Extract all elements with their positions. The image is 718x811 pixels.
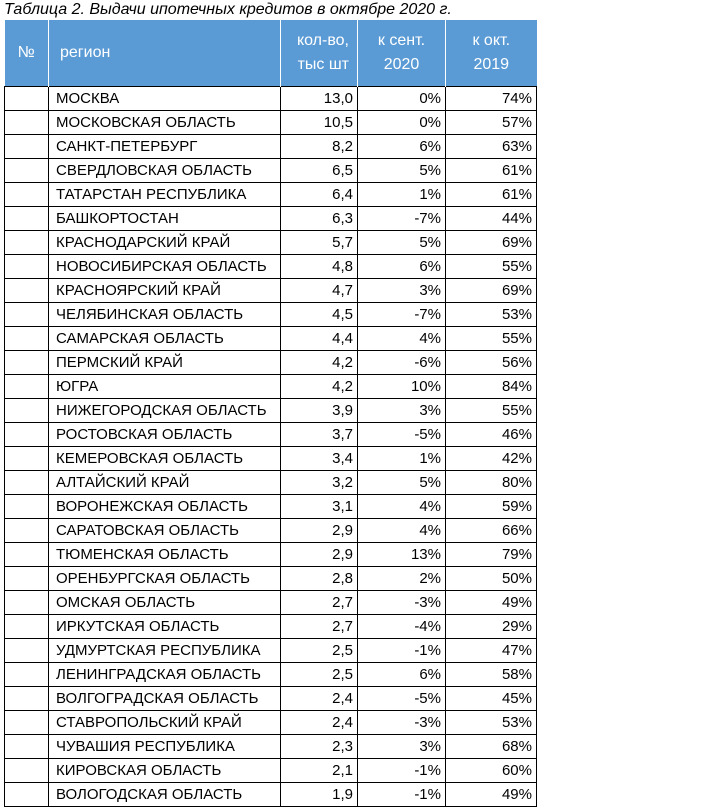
row-number-cell [5,783,49,807]
table-body [5,87,537,807]
region-cell: РОСТОВСКАЯ ОБЛАСТЬ [49,423,281,447]
header-row [5,20,537,87]
change-oct-cell: 68% [446,735,537,759]
row-number-cell [5,423,49,447]
count-cell: 2,3 [281,735,358,759]
table-row [5,183,537,207]
region-cell: НОВОСИБИРСКАЯ ОБЛАСТЬ [49,255,281,279]
count-cell: 10,5 [281,111,358,135]
row-number-cell [5,495,49,519]
table-row [5,615,537,639]
change-oct-cell: 60% [446,759,537,783]
table-row [5,207,537,231]
region-cell: СТАВРОПОЛЬСКИЙ КРАЙ [49,711,281,735]
change-oct-cell: 45% [446,687,537,711]
table-row [5,279,537,303]
change-sept-cell: -1% [358,759,446,783]
change-sept-cell: -6% [358,351,446,375]
region-cell: КЕМЕРОВСКАЯ ОБЛАСТЬ [49,447,281,471]
region-cell: ИРКУТСКАЯ ОБЛАСТЬ [49,615,281,639]
header-count-line2: тыс шт [297,56,349,73]
change-sept-cell: 6% [358,135,446,159]
row-number-cell [5,519,49,543]
change-oct-cell: 69% [446,231,537,255]
change-oct-cell: 46% [446,423,537,447]
change-sept-cell: 3% [358,399,446,423]
row-number-cell [5,759,49,783]
table-row [5,351,537,375]
count-cell: 8,2 [281,135,358,159]
change-oct-cell: 61% [446,159,537,183]
change-sept-cell: 4% [358,495,446,519]
change-sept-cell: -3% [358,591,446,615]
row-number-cell [5,159,49,183]
table-row [5,519,537,543]
header-oct-line2: 2019 [473,56,510,73]
change-sept-cell: 1% [358,183,446,207]
change-oct-cell: 55% [446,327,537,351]
table-row [5,111,537,135]
region-cell: ЮГРА [49,375,281,399]
table-row [5,135,537,159]
change-oct-cell: 55% [446,399,537,423]
row-number-cell [5,399,49,423]
change-sept-cell: -1% [358,783,446,807]
row-number-cell [5,207,49,231]
count-cell: 1,9 [281,783,358,807]
region-cell: МОСКОВСКАЯ ОБЛАСТЬ [49,111,281,135]
table-caption: Таблица 2. Выдачи ипотечных кредитов в октябре 2020 г. [4,1,452,18]
count-cell: 2,7 [281,615,358,639]
region-cell: БАШКОРТОСТАН [49,207,281,231]
row-number-cell [5,711,49,735]
region-cell: ВОЛГОГРАДСКАЯ ОБЛАСТЬ [49,687,281,711]
row-number-cell [5,231,49,255]
table-row [5,735,537,759]
change-oct-cell: 74% [446,87,537,111]
change-oct-cell: 63% [446,135,537,159]
table-row [5,255,537,279]
table-header [5,20,537,87]
header-oct-line1: к окт. [472,32,511,49]
count-cell: 2,8 [281,567,358,591]
region-cell: ВОЛОГОДСКАЯ ОБЛАСТЬ [49,783,281,807]
table-row [5,399,537,423]
change-sept-cell: 2% [358,567,446,591]
region-cell: ОРЕНБУРГСКАЯ ОБЛАСТЬ [49,567,281,591]
count-cell: 3,2 [281,471,358,495]
change-oct-cell: 84% [446,375,537,399]
change-sept-cell: -5% [358,423,446,447]
row-number-cell [5,471,49,495]
table-row [5,663,537,687]
table-row [5,783,537,807]
count-cell: 5,7 [281,231,358,255]
region-cell: САРАТОВСКАЯ ОБЛАСТЬ [49,519,281,543]
header-num: № [5,20,49,87]
table-row [5,375,537,399]
change-sept-cell: 1% [358,447,446,471]
row-number-cell [5,279,49,303]
change-sept-cell: 6% [358,663,446,687]
change-sept-cell: 5% [358,231,446,255]
region-cell: КРАСНОЯРСКИЙ КРАЙ [49,279,281,303]
count-cell: 6,3 [281,207,358,231]
change-oct-cell: 69% [446,279,537,303]
region-cell: ОМСКАЯ ОБЛАСТЬ [49,591,281,615]
change-oct-cell: 66% [446,519,537,543]
region-cell: ЧУВАШИЯ РЕСПУБЛИКА [49,735,281,759]
change-sept-cell: -7% [358,303,446,327]
row-number-cell [5,687,49,711]
region-cell: САНКТ-ПЕТЕРБУРГ [49,135,281,159]
change-oct-cell: 53% [446,711,537,735]
change-sept-cell: 4% [358,327,446,351]
region-cell: ЛЕНИНГРАДСКАЯ ОБЛАСТЬ [49,663,281,687]
count-cell: 4,7 [281,279,358,303]
change-oct-cell: 53% [446,303,537,327]
region-cell: УДМУРТСКАЯ РЕСПУБЛИКА [49,639,281,663]
change-oct-cell: 47% [446,639,537,663]
change-oct-cell: 42% [446,447,537,471]
table-row [5,495,537,519]
change-sept-cell: -7% [358,207,446,231]
region-cell: АЛТАЙСКИЙ КРАЙ [49,471,281,495]
row-number-cell [5,735,49,759]
table-row [5,759,537,783]
change-oct-cell: 55% [446,255,537,279]
row-number-cell [5,375,49,399]
change-oct-cell: 59% [446,495,537,519]
region-cell: ТАТАРСТАН РЕСПУБЛИКА [49,183,281,207]
change-sept-cell: 3% [358,735,446,759]
change-oct-cell: 29% [446,615,537,639]
count-cell: 4,2 [281,375,358,399]
change-sept-cell: 5% [358,159,446,183]
count-cell: 2,4 [281,711,358,735]
change-sept-cell: 4% [358,519,446,543]
change-oct-cell: 61% [446,183,537,207]
row-number-cell [5,183,49,207]
change-oct-cell: 57% [446,111,537,135]
region-cell: ПЕРМСКИЙ КРАЙ [49,351,281,375]
header-sept-line2: 2020 [383,56,420,73]
change-oct-cell: 79% [446,543,537,567]
count-cell: 4,2 [281,351,358,375]
change-oct-cell: 58% [446,663,537,687]
row-number-cell [5,87,49,111]
mortgage-table [4,20,537,807]
region-cell: ЧЕЛЯБИНСКАЯ ОБЛАСТЬ [49,303,281,327]
table-row [5,159,537,183]
row-number-cell [5,543,49,567]
count-cell: 2,9 [281,543,358,567]
header-count [281,20,358,87]
table-row [5,423,537,447]
header-sept-line1: к сент. [377,32,426,49]
change-oct-cell: 50% [446,567,537,591]
count-cell: 3,7 [281,423,358,447]
change-sept-cell: 3% [358,279,446,303]
change-sept-cell: -3% [358,711,446,735]
table-row [5,327,537,351]
table-row [5,711,537,735]
row-number-cell [5,663,49,687]
region-cell: МОСКВА [49,87,281,111]
region-cell: КРАСНОДАРСКИЙ КРАЙ [49,231,281,255]
change-oct-cell: 49% [446,783,537,807]
count-cell: 6,5 [281,159,358,183]
count-cell: 3,4 [281,447,358,471]
change-sept-cell: -4% [358,615,446,639]
change-oct-cell: 56% [446,351,537,375]
region-cell: КИРОВСКАЯ ОБЛАСТЬ [49,759,281,783]
table-row [5,471,537,495]
count-cell: 4,4 [281,327,358,351]
count-cell: 13,0 [281,87,358,111]
count-cell: 3,1 [281,495,358,519]
table-row [5,639,537,663]
row-number-cell [5,447,49,471]
count-cell: 2,1 [281,759,358,783]
change-sept-cell: 10% [358,375,446,399]
table-row [5,687,537,711]
row-number-cell [5,255,49,279]
count-cell: 4,5 [281,303,358,327]
change-oct-cell: 44% [446,207,537,231]
table-row [5,447,537,471]
header-oct [446,20,537,87]
count-cell: 3,9 [281,399,358,423]
region-cell: ТЮМЕНСКАЯ ОБЛАСТЬ [49,543,281,567]
row-number-cell [5,303,49,327]
row-number-cell [5,111,49,135]
row-number-cell [5,639,49,663]
count-cell: 4,8 [281,255,358,279]
table-row [5,567,537,591]
table-row [5,303,537,327]
change-sept-cell: 5% [358,471,446,495]
count-cell: 6,4 [281,183,358,207]
change-oct-cell: 49% [446,591,537,615]
header-count-line1: кол-во, [296,32,349,49]
change-sept-cell: -5% [358,687,446,711]
row-number-cell [5,351,49,375]
change-sept-cell: 6% [358,255,446,279]
row-number-cell [5,567,49,591]
row-number-cell [5,327,49,351]
region-cell: НИЖЕГОРОДСКАЯ ОБЛАСТЬ [49,399,281,423]
change-sept-cell: 13% [358,543,446,567]
table-row [5,543,537,567]
table-row [5,87,537,111]
region-cell: ВОРОНЕЖСКАЯ ОБЛАСТЬ [49,495,281,519]
row-number-cell [5,591,49,615]
count-cell: 2,7 [281,591,358,615]
count-cell: 2,4 [281,687,358,711]
change-sept-cell: 0% [358,111,446,135]
change-oct-cell: 80% [446,471,537,495]
header-region: регион [49,20,281,87]
row-number-cell [5,615,49,639]
count-cell: 2,9 [281,519,358,543]
change-sept-cell: 0% [358,87,446,111]
table-row [5,231,537,255]
row-number-cell [5,135,49,159]
header-sept [358,20,446,87]
count-cell: 2,5 [281,639,358,663]
region-cell: СВЕРДЛОВСКАЯ ОБЛАСТЬ [49,159,281,183]
region-cell: САМАРСКАЯ ОБЛАСТЬ [49,327,281,351]
table-row [5,591,537,615]
count-cell: 2,5 [281,663,358,687]
change-sept-cell: -1% [358,639,446,663]
